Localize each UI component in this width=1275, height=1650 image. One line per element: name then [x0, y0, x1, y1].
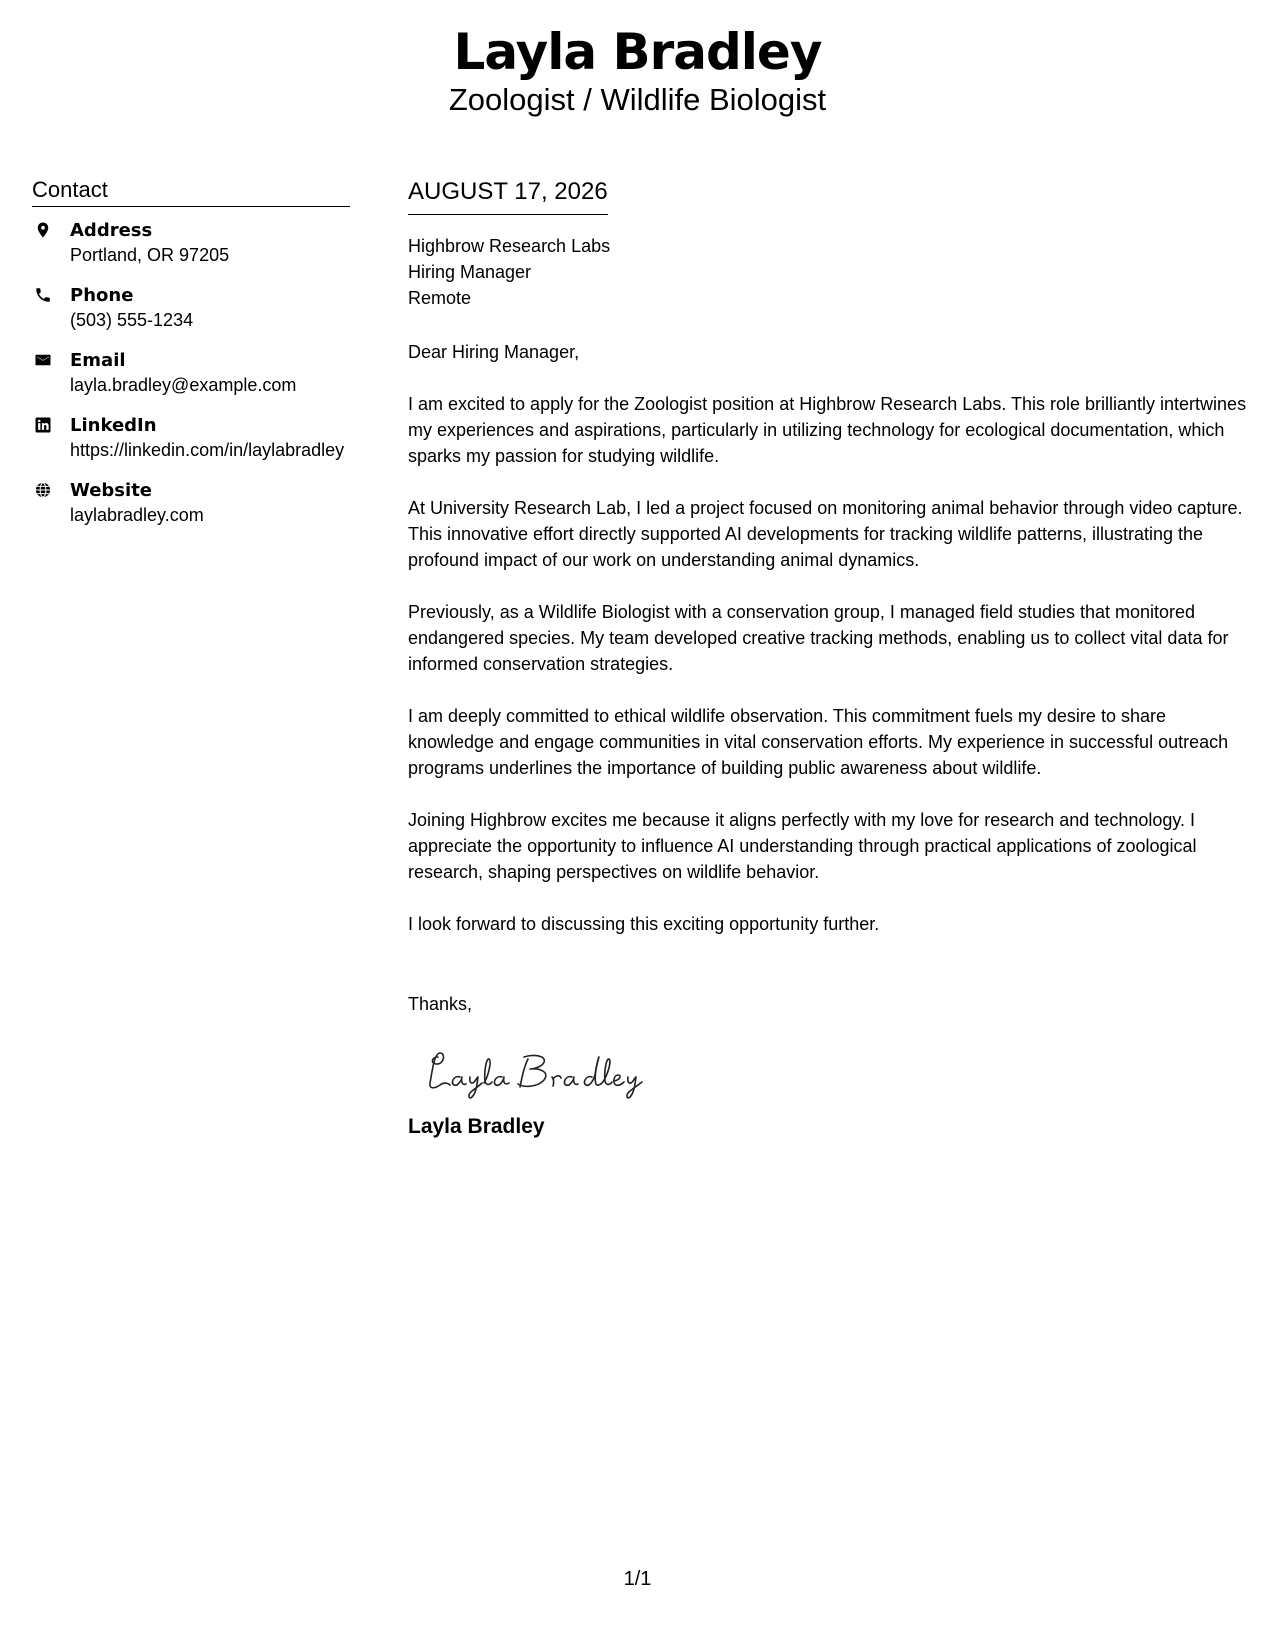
letter-header [0, 22, 1275, 118]
contact-sidebar [32, 176, 350, 544]
website-value[interactable]: laylabradley.com [70, 505, 204, 525]
contact-item-phone [32, 284, 350, 332]
contact-item-email [32, 349, 350, 397]
salutation: Dear Hiring Manager, [408, 342, 580, 362]
address-value: Portland, OR 97205 [70, 245, 230, 265]
globe-icon [32, 479, 54, 501]
phone-value: (503) 555-1234 [70, 310, 194, 330]
body-paragraph: I look forward to discussing this exciting opportunity further. [408, 914, 880, 934]
contact-heading: Contact [32, 176, 350, 207]
body-paragraph: I am excited to apply for the Zoologist position at Highbrow Research Labs. This role brilliantly intertwines my experiences and aspirations, particularly in utilizing technology for ecological documentation, which sparks my passion for studying wildlife. [408, 394, 1247, 466]
recipient-company: Highbrow Research Labs [408, 236, 611, 256]
body-paragraph: At University Research Lab, I led a project focused on monitoring animal behavior through video capture. This innovative effort directly supported AI developments for tracking wildlife patterns, illustrating the profound impact of our work on understanding animal dynamics. [408, 498, 1243, 570]
phone-label: Phone [70, 285, 134, 306]
closing: Thanks, [408, 994, 473, 1014]
recipient-location: Remote [408, 288, 472, 308]
body-paragraph: Joining Highbrow excites me because it aligns perfectly with my love for research and technology. I appreciate the opportunity to influence AI understanding through practical applications of zoological research, shaping perspectives on wildlife behavior. [408, 810, 1197, 882]
applicant-name: Layla Bradley [453, 23, 822, 81]
linkedin-label: LinkedIn [70, 415, 157, 436]
body-paragraph: Previously, as a Wildlife Biologist with a conservation group, I managed field studies that monitored endangered species. My team developed creative tracking methods, enabling us to collect vital data for informed conservation strategies. [408, 602, 1229, 674]
page-number: 1/1 [623, 1568, 652, 1590]
signed-name: Layla Bradley [408, 1115, 545, 1138]
envelope-icon [32, 349, 54, 371]
email-label: Email [70, 350, 126, 371]
phone-icon [32, 284, 54, 306]
letter-body [408, 176, 1248, 1141]
contact-item-linkedin [32, 414, 350, 462]
recipient-role: Hiring Manager [408, 262, 532, 282]
recipient-block [408, 233, 1248, 311]
linkedin-value[interactable]: https://linkedin.com/in/laylabradley [70, 440, 345, 460]
website-label: Website [70, 480, 153, 501]
address-label: Address [70, 220, 153, 241]
body-paragraph: I am deeply committed to ethical wildlife observation. This commitment fuels my desire to share knowledge and engage communities in vital conservation efforts. My experience in successful outreach programs underlines the importance of building public awareness about wildlife. [408, 706, 1229, 778]
letter-date: AUGUST 17, 2026 [408, 176, 608, 215]
applicant-title: Zoologist / Wildlife Biologist [448, 82, 827, 117]
email-value[interactable]: layla.bradley@example.com [70, 375, 297, 395]
handwritten-signature [424, 1047, 1248, 1103]
contact-item-website [32, 479, 350, 527]
map-pin-icon [32, 219, 54, 241]
contact-list [32, 219, 350, 527]
linkedin-icon [32, 414, 54, 436]
contact-item-address [32, 219, 350, 267]
